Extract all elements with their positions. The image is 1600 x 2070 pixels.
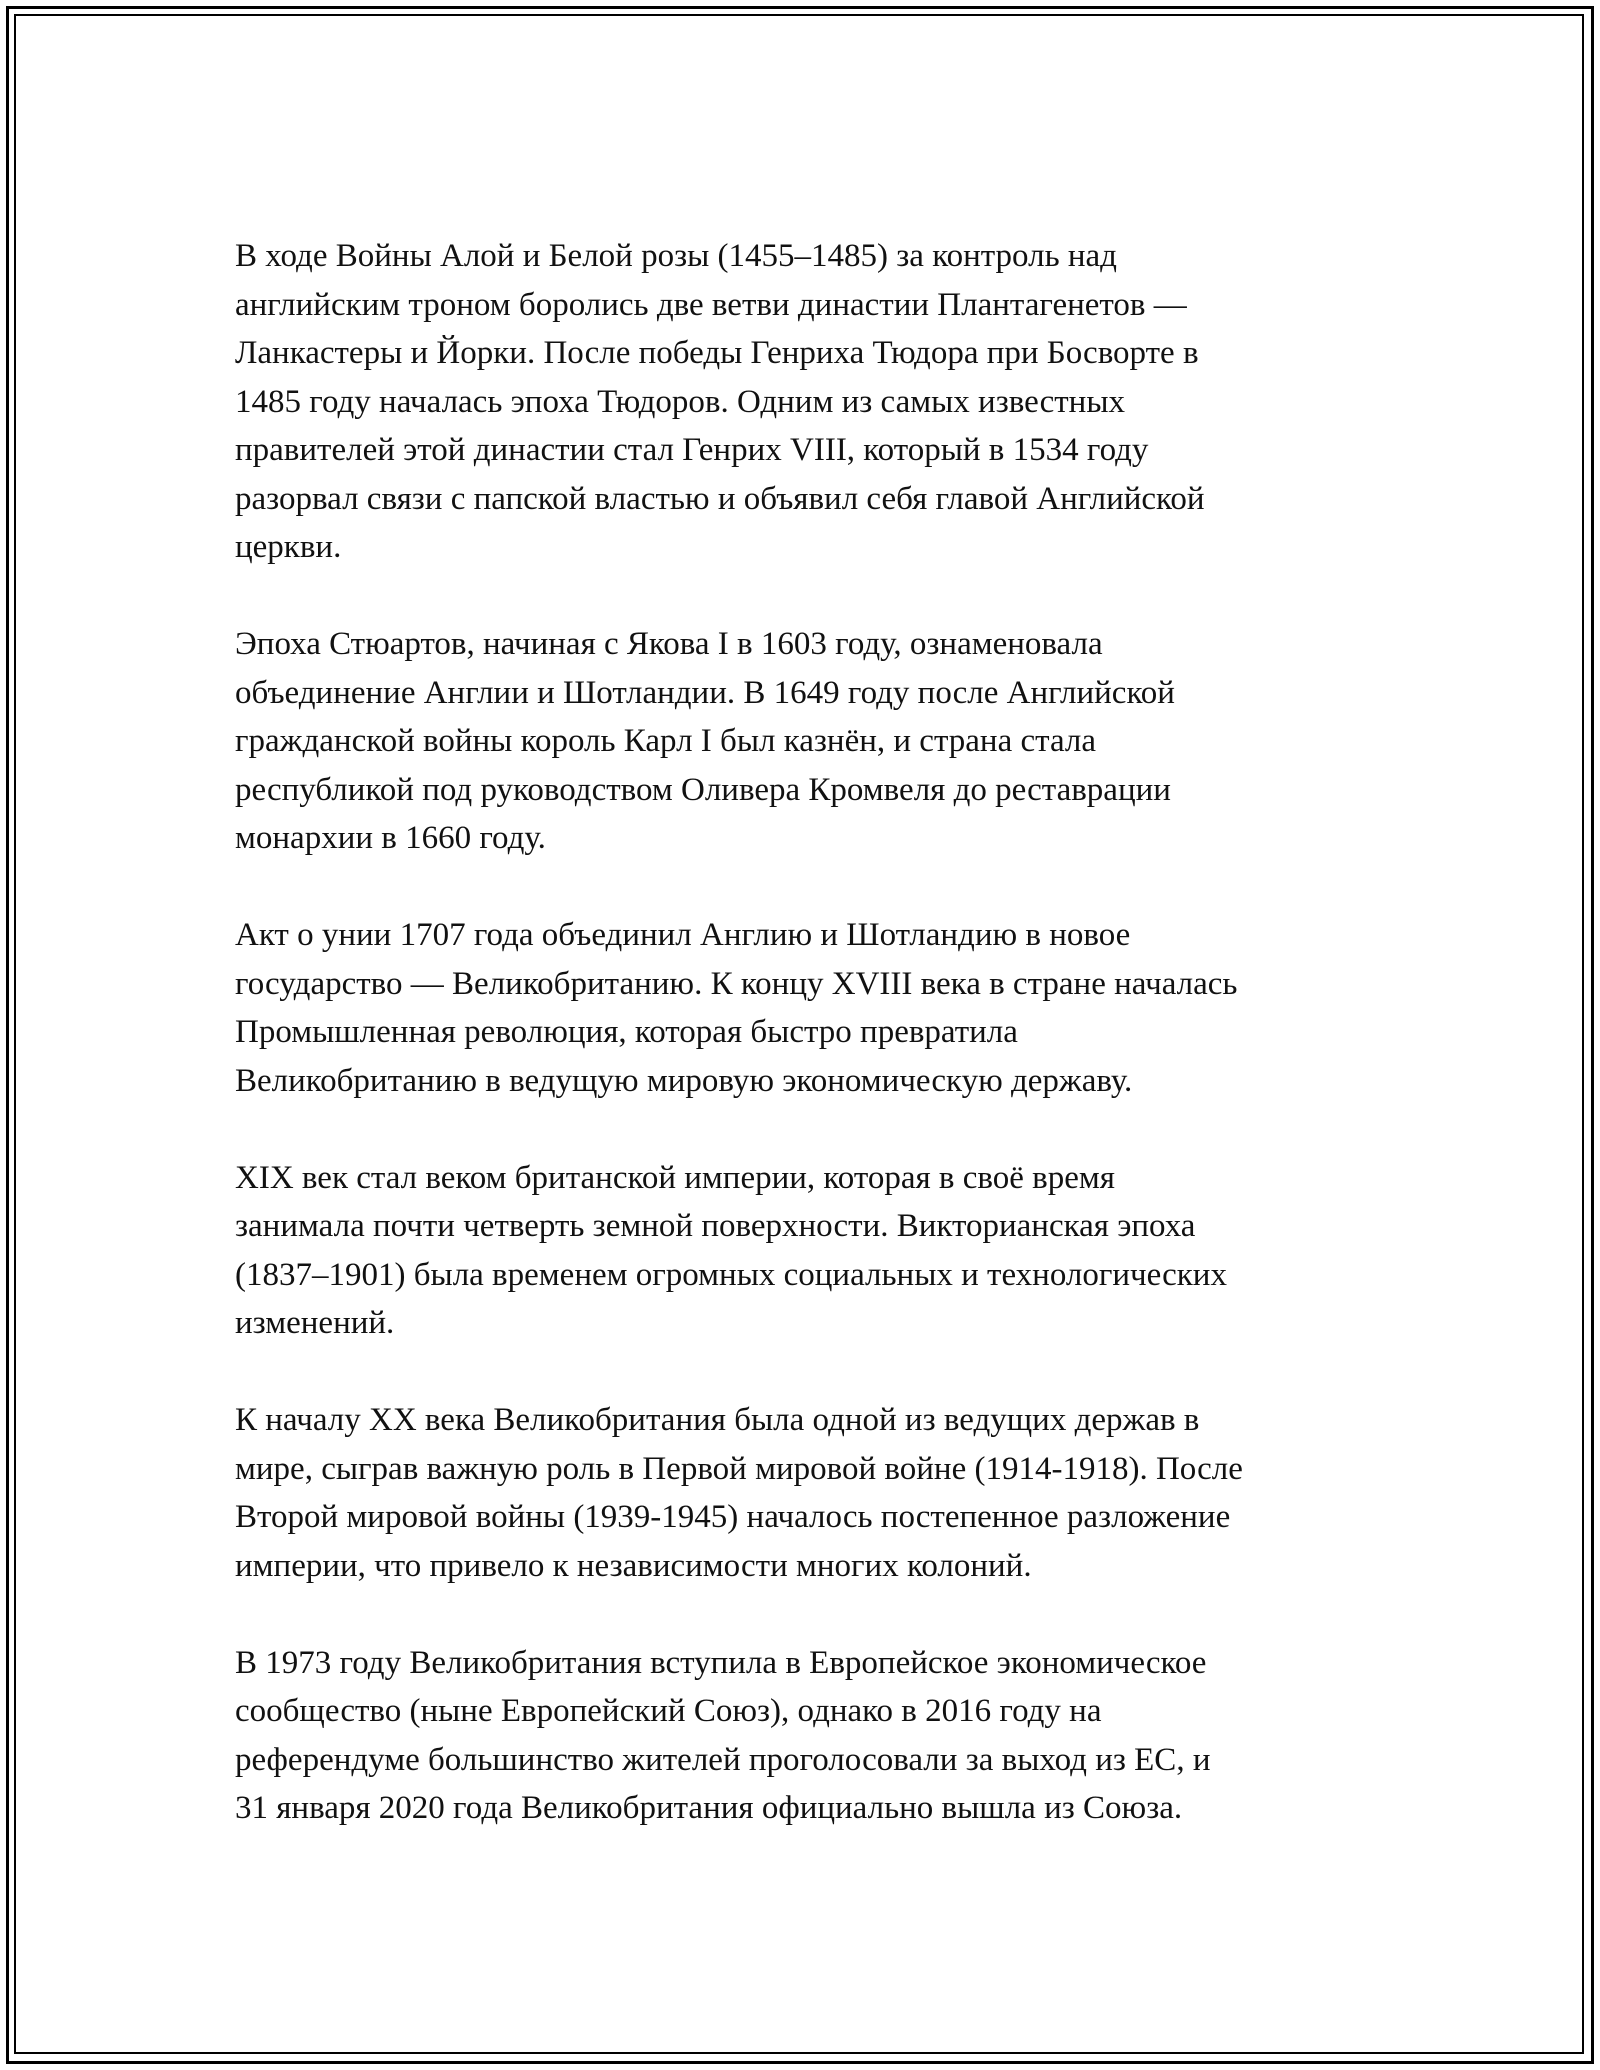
paragraph-eu-membership: В 1973 году Великобритания вступила в Европейское экономическое сообщество (ныне Европейский Союз), однако в 2016 году на референдуме большинство жителей проголосовали за выход из ЕС, и 31 января 2020 года Великобритания официально вышла из Союза. (235, 1644, 1211, 1826)
paragraph-20th-century: К началу XX века Великобритания была одной из ведущих держав в мире, сыграв важную роль в Первой мировой войне (1914-1918). После Второй мировой войны (1939-1945) началось постепенное разложение империи, что привело к независимости многих колоний. (235, 1402, 1243, 1584)
paragraph-stuart-era: Эпоха Стюартов, начиная с Якова I в 1603 году, ознаменовала объединение Англии и Шотландии. В 1649 году после Английской гражданской войны король Карл I был казнён, и страна стала республикой под руководством Оливера Кромвеля до реставрации монархии в 1660 году. (235, 626, 1175, 856)
paragraph-act-of-union: Акт о унии 1707 года объединил Англию и Шотландию в новое государство — Великобританию. К концу XVIII века в стране началась Промышленная революция, которая быстро превратила Великобританию в ведущую мировую экономическую державу. (235, 917, 1238, 1099)
paragraph-19th-century: XIX век стал веком британской империи, которая в своё время занимала почти четверть земной поверхности. Викторианская эпоха (1837–1901) была временем огромных социальных и технологических изменений. (235, 1159, 1227, 1341)
document-body (235, 232, 1405, 1881)
paragraph-wars-of-roses: В ходе Войны Алой и Белой розы (1455–1485) за контроль над английским троном боролись две ветви династии Плантагенетов — Ланкастеры и Йорки. После победы Генриха Тюдора при Босворте в 1485 году началась эпоха Тюдоров. Одним из самых известных правителей этой династии стал Генрих VIII, который в 1534 году разорвал связи с папской властью и объявил себя главой Английской церкви. (235, 238, 1205, 565)
